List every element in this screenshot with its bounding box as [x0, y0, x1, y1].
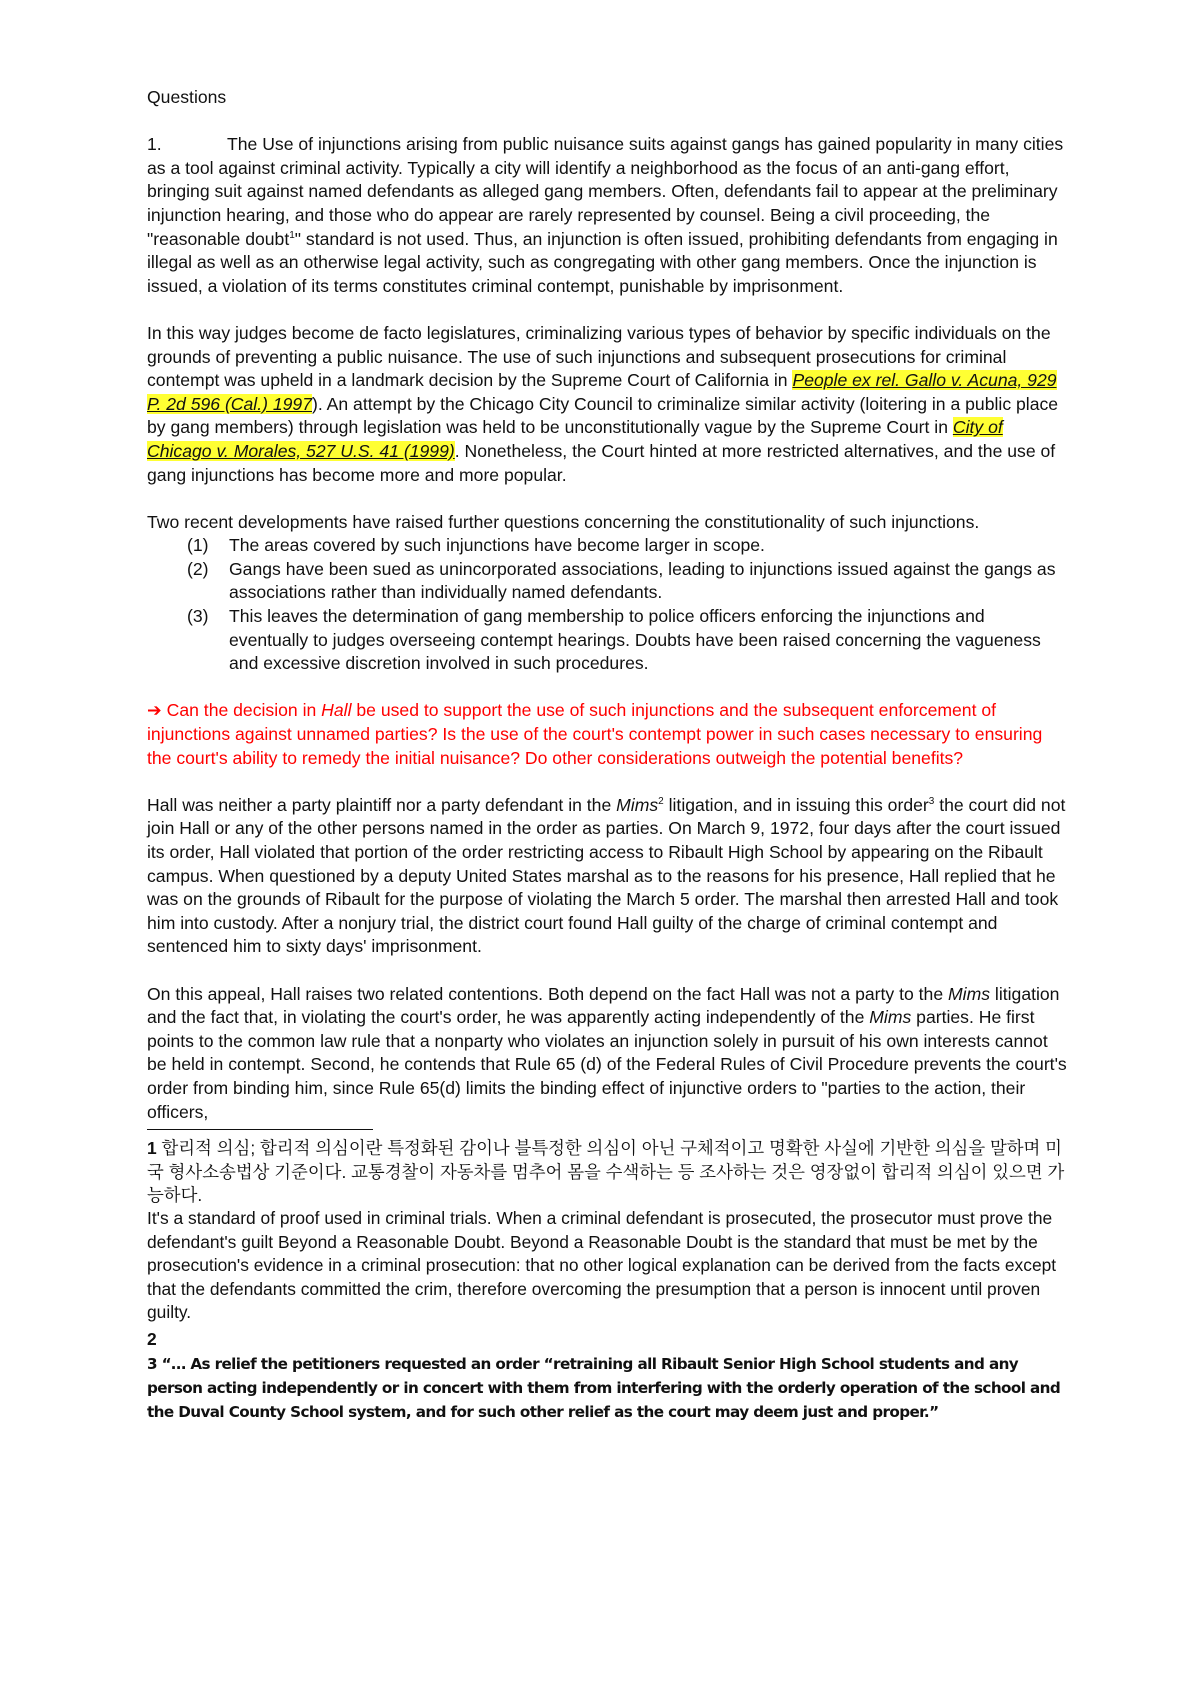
list-item-text: Gangs have been sued as unincorporated associations, leading to injunctions issued against the gangs as associations rather than individually named defendants.	[229, 558, 1056, 603]
footnote-3	[147, 1352, 1067, 1424]
para4-text-a: Hall was neither a party plaintiff nor a party defendant in the	[147, 794, 617, 815]
list-item-label: (2)	[187, 558, 209, 579]
discussion-question	[147, 699, 1067, 770]
footnote-separator	[147, 1129, 373, 1130]
list-item-label: (1)	[187, 535, 209, 556]
footnotes	[147, 1137, 1067, 1424]
hall-facts-paragraph	[147, 794, 1067, 959]
arrow-icon: ➔	[147, 700, 162, 721]
question-1-paragraph-3: Two recent developments have raised further questions concerning the constitutionality of such injunctions.	[147, 511, 980, 532]
para2-text-a: In this way judges become de facto legislatures, criminalizing various types of behavior by specific individuals on the grounds of preventing a public nuisance. The use of such injunctions and subsequent prosecutions for criminal contempt was upheld in a landmark decision by the Supreme Court of California in	[147, 322, 1051, 391]
para5-text-c: parties. He first points to the common law rule that a nonparty who violates an injunction solely in pursuit of his own interests cannot be held in contempt. Second, he contends that Rule 65 (d) of the Federal Rules of Civil Procedure prevents the court's order from binding him, since Rule 65(d) limits the binding effect of injunctive orders to "parties to the action, their officers,	[147, 1007, 1067, 1122]
para5-text-a: On this appeal, Hall raises two related contentions. Both depend on the fact Hall was not a party to the	[147, 983, 948, 1004]
hall-appeal-paragraph	[147, 983, 1067, 1125]
footnote-1-english: It's a standard of proof used in criminal trials. When a criminal defendant is prosecuted, the prosecutor must prove the defendant's guilt Beyond a Reasonable Doubt. Beyond a Reasonable Doubt is the standard that must be met by the prosecution's evidence in a criminal prosecution: that no other logical explanation can be derived from the facts except that the defendants committed the crim, therefore overcoming the presumption that a person is innocent until proven guilty.	[147, 1208, 1057, 1322]
case-name-mims: Mims	[948, 983, 991, 1004]
case-citation-gallo: People ex rel. Gallo v. Acuna, 929 P. 2d 596 (Cal.) 1997	[147, 370, 1057, 414]
document-body	[147, 86, 1067, 1424]
list-item	[147, 605, 1067, 676]
question-1-paragraph-2	[147, 322, 1067, 487]
footnote-number: 3	[147, 1354, 157, 1373]
case-name-hall: Hall	[321, 700, 352, 721]
list-item-label: (3)	[187, 606, 209, 627]
para4-text-b: litigation, and in issuing this order	[663, 794, 929, 815]
case-citation-morales: City of Chicago v. Morales, 527 U.S. 41 (1999)	[147, 417, 1003, 461]
case-name-mims: Mims	[616, 794, 659, 815]
page-heading: Questions	[147, 87, 227, 107]
question-text-a: Can the decision in	[161, 700, 322, 721]
list-item-text: This leaves the determination of gang membership to police officers enforcing the injunctions and eventually to judges overseeing contempt hearings. Doubts have been raised concerning the vagueness and excessive discretion involved in such procedures.	[229, 606, 1041, 674]
list-item	[147, 558, 1067, 605]
question-text-b: be used to support the use of such injunctions and the subsequent enforcement of injunctions against unnamed parties? Is the use of the court's contempt power in such cases necessary to ensuring the court's ability to remedy the initial nuisance? Do other considerations outweigh the potential benefits?	[147, 700, 1043, 768]
footnote-ref-2[interactable]: 2	[658, 795, 664, 807]
q1-text-b: " standard is not used. Thus, an injunction is often issued, prohibiting defendants from engaging in illegal as well as an otherwise legal activity, such as congregating with other gang members. Once the injunction is issued, a violation of its terms constitutes criminal contempt, punishable by imprisonment.	[147, 228, 1058, 296]
question-number: 1.	[147, 134, 162, 155]
para2-text-b: ). An attempt by the Chicago City Council to criminalize similar activity (loitering in a public place by gang members) through legislation was held to be unconstitutionally vague by the Supreme Court in	[147, 393, 1059, 438]
para2-text-c: . Nonetheless, the Court hinted at more restricted alternatives, and the use of gang injunctions has become more and more popular.	[147, 440, 1056, 485]
footnote-number: 1	[147, 1138, 157, 1159]
q1-text-a: The Use of injunctions arising from public nuisance suits against gangs has gained popularity in many cities as a tool against criminal activity. Typically a city will identify a neighborhood as the focus of an anti-gang effort, bringing suit against named defendants as alleged gang members. Often, defendants fail to appear at the preliminary injunction hearing, and those who do appear are rarely represented by counsel. Being a civil proceeding, the "reasonable doubt	[147, 134, 1064, 249]
footnote-3-text: “… As relief the petitioners requested an order “retraining all Ribault Senior High School students and any person acting independently or in concert with them from interfering with the orderly operation of the school and the Duval County School system, and for such other relief as the court may deem just and proper.”	[147, 1354, 1061, 1421]
question-1-paragraph-1	[147, 133, 1067, 298]
footnote-ref-1[interactable]: 1	[289, 229, 295, 241]
footnote-1-korean: 합리적 의심; 합리적 의심이란 특정화된 감이나 블특정한 의심이 아닌 구체적이고 명확한 사실에 기반한 의심을 말하며 미국 형사소송법상 기준이다. 교통경찰이 자동차를 멈추어 몸을 수색하는 등 조사하는 것은 영장없이 합리적 의심이 있으면 가능하다.	[147, 1138, 1065, 1205]
developments-list	[147, 534, 1067, 676]
footnote-ref-3[interactable]: 3	[928, 795, 935, 807]
para5-text-b: litigation and the fact that, in violating the court's order, he was apparently acting independently of the	[147, 983, 1060, 1028]
list-item-text: The areas covered by such injunctions have become larger in scope.	[229, 535, 765, 556]
footnote-1	[147, 1137, 1067, 1207]
list-item	[147, 534, 1067, 558]
footnote-number: 2	[147, 1329, 157, 1350]
para4-text-c: the court did not join Hall or any of the other persons named in the order as parties. On March 9, 1972, four days after the court issued its order, Hall violated that portion of the order restricting access to Ribault High School by appearing on the Ribault campus. When questioned by a deputy United States marshal as to the reasons for his presence, Hall replied that he was on the grounds of Ribault for the purpose of violating the March 5 order. The marshal then arrested Hall and took him into custody. After a nonjury trial, the district court found Hall guilty of the charge of criminal contempt and sentenced him to sixty days' imprisonment.	[147, 794, 1066, 957]
case-name-mims: Mims	[869, 1007, 912, 1028]
footnote-2	[147, 1328, 1067, 1351]
